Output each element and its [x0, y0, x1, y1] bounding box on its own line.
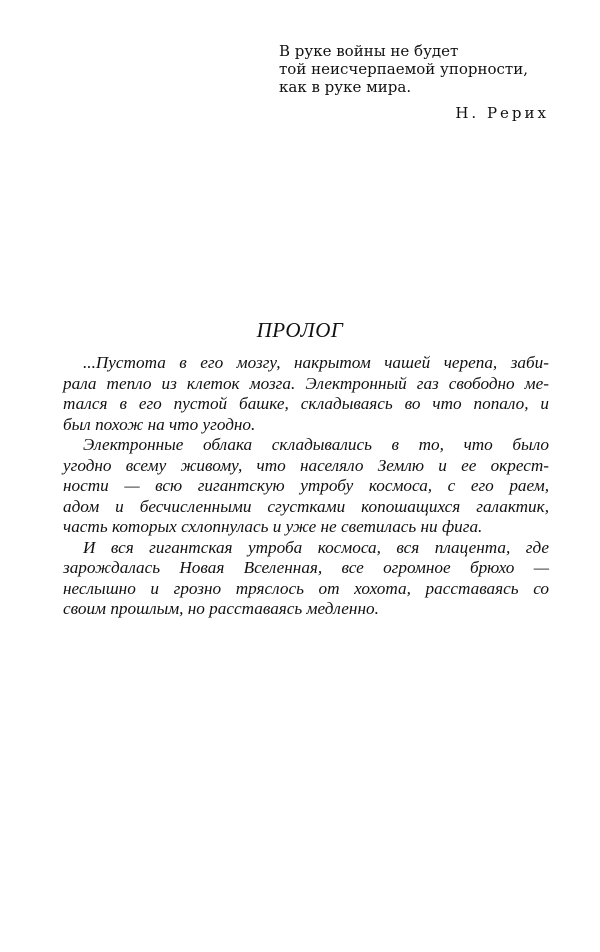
text-line: Электронные облака складывались в то, что было	[83, 435, 549, 454]
paragraph	[63, 435, 549, 538]
epigraph-line: В руке войны не будет	[279, 42, 459, 60]
text-line: неслышно и грозно тряслось от хохота, расставаясь со	[63, 578, 549, 598]
text-line: был похож на что угодно.	[63, 414, 256, 434]
epigraph-author: Н. Рерих	[455, 104, 549, 122]
text-line: зарождалась Новая Вселенная, все огромное брюхо —	[63, 558, 549, 577]
chapter-title: ПРОЛОГ	[256, 318, 344, 342]
body-text	[63, 353, 549, 620]
text-line: ...Пустота в его мозгу, накрытом чашей черепа, заби-	[83, 353, 549, 372]
text-line: адом и бесчисленными сгустками копошащихся галактик,	[63, 496, 549, 516]
epigraph-line: как в руке мира.	[279, 78, 412, 96]
text-line: И вся гигантская утроба космоса, вся плацента, где	[83, 537, 549, 557]
text-line: своим прошлым, но расставаясь медленно.	[63, 599, 379, 618]
text-line: ности — всю гигантскую утробу космоса, с его раем,	[63, 476, 549, 495]
text-line: часть которых схлопнулась и уже не светилась ни фига.	[63, 517, 483, 536]
epigraph	[279, 42, 549, 122]
paragraph	[63, 353, 549, 435]
text-line: тался в его пустой башке, складываясь во что попало, и	[63, 394, 549, 413]
paragraph	[63, 538, 549, 620]
epigraph-line: той неисчерпаемой упорности,	[279, 60, 528, 78]
text-line: угодно всему живому, что населяло Землю и ее окрест-	[63, 455, 549, 475]
text-line: рала тепло из клеток мозга. Электронный газ свободно ме-	[63, 373, 549, 393]
